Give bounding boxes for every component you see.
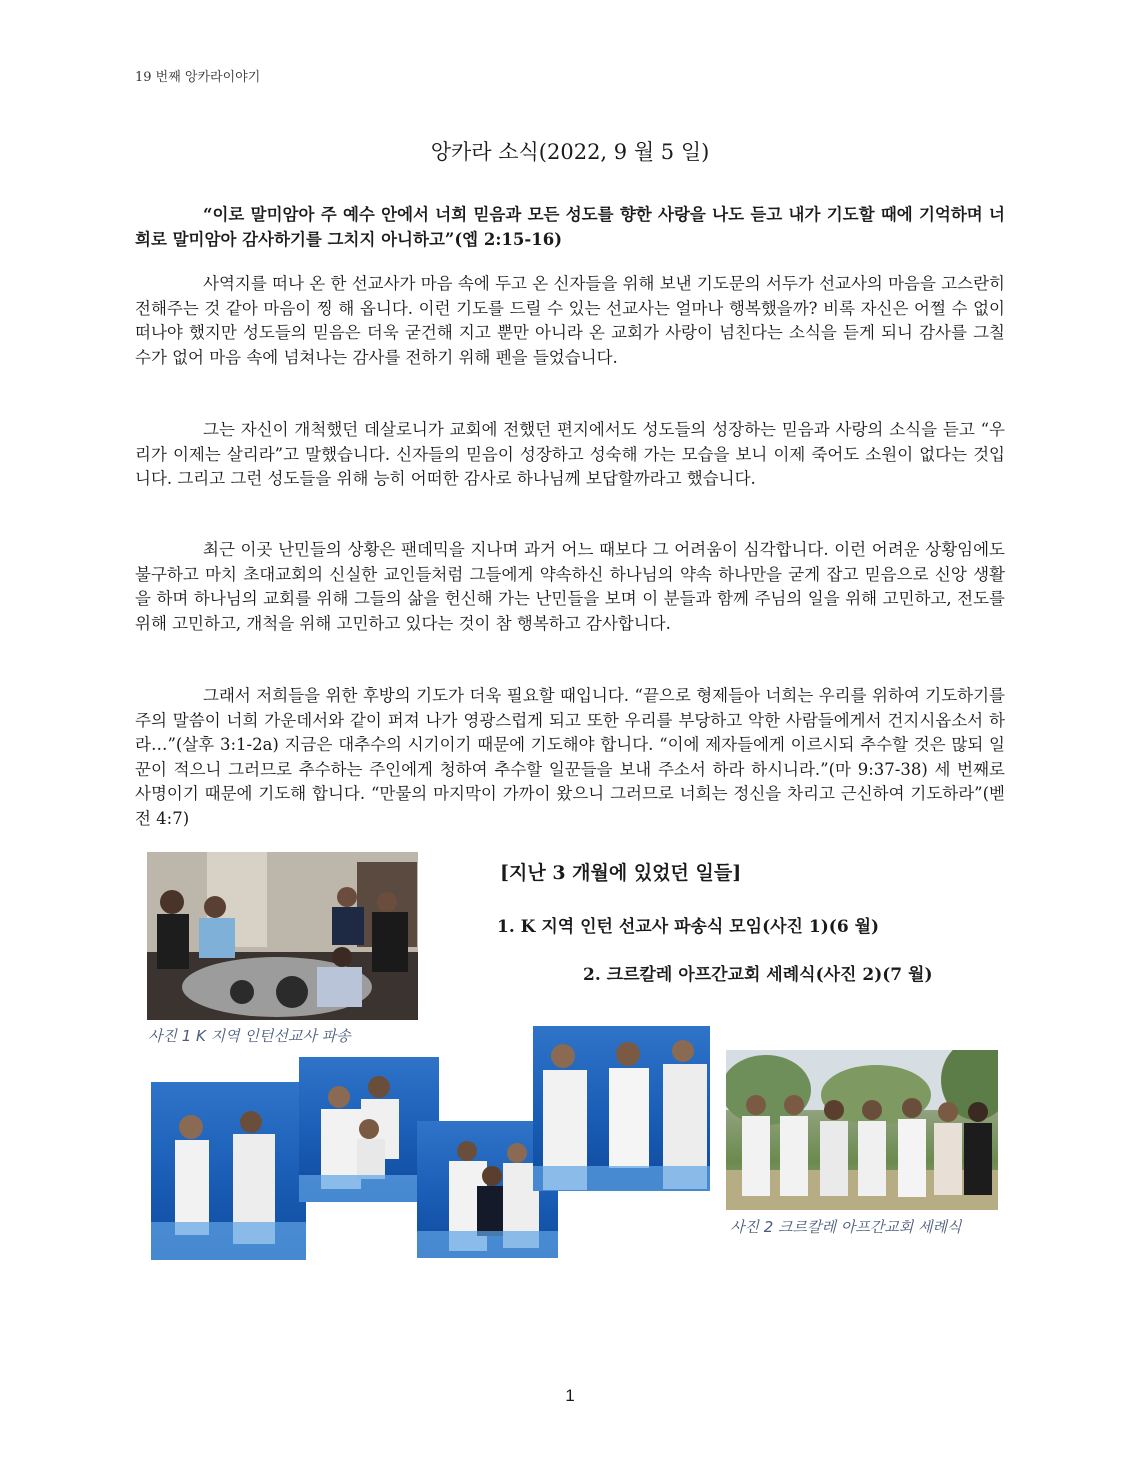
paragraph-3: 최근 이곳 난민들의 상황은 팬데믹을 지나며 과거 어느 때보다 그 어려움이 심각합니다. 이런 어려운 상황임에도 불구하고 마치 초대교회의 신실한 교인들처럼 그들에게 약속하신 하나님의 약속 하나만을 굳게 잡고 믿음으로 신앙 생활을 하며 하나님의 교회를 위해 그들의 삶을 헌신해 가는 난민들을 보며 이 분들과 함께 주님의 일을 위해 고민하고, 전도를 위해 고민하고, 개척을 위해 고민하고 있다는 것이 참 행복하고 감사합니다.: [135, 540, 1005, 633]
photo-1-caption: 사진 1 K 지역 인턴선교사 파송: [148, 1027, 351, 1045]
paragraph-4: 그래서 저희들을 위한 후방의 기도가 더욱 필요할 때입니다. “끝으로 형제들아 너희는 우리를 위하여 기도하기를 주의 말씀이 너희 가운데서와 같이 퍼져 나가 영광스럽게 되고 또한 우리를 부당하고 악한 사람들에게서 건지시옵소서 하라…”(살후 3:1-2a) 지금은 대추수의 시기이기 때문에 기도해야 합니다. “이에 제자들에게 이르시되 추수할 것은 많되 일꾼이 적으니 그러므로 추수하는 주인에게 청하여 추수할 일꾼들을 보내 주소서 하라 하시니라.”(마 9:37-38) 세 번째로 사명이기 때문에 기도해 합니다. “만물의 마지막이 가까이 왔으니 그러므로 너희는 정신을 차리고 근신하여 기도하라”(벧전 4:7): [135, 686, 1005, 828]
scripture-quote: “이로 말미암아 주 예수 안에서 너희 믿음과 모든 성도를 향한 사랑을 나도 듣고 내가 기도할 때에 기억하며 너희로 말미암아 감사하기를 그치지 아니하고”(엡 2:15-16): [135, 205, 1005, 249]
photo-baptism-pool-a: [151, 1082, 306, 1260]
photo-2-caption: 사진 2 크르칼레 아프간교회 세례식: [730, 1218, 962, 1236]
events-heading: [지난 3 개월에 있었던 일들]: [500, 862, 742, 884]
page-number: 1: [565, 1386, 575, 1405]
paragraph-2: 그는 자신이 개척했던 데살로니가 교회에 전했던 편지에서도 성도들의 성장하는 믿음과 사랑의 소식을 듣고 “우리가 이제는 살리라”고 말했습니다. 신자들의 믿음이 성장하고 성숙해 가는 모습을 보니 이제 죽어도 소원이 없다는 것입니다. 그리고 그런 성도들을 위해 능히 어떠한 감사로 하나님께 보답할까라고 했습니다.: [135, 420, 1005, 488]
paragraph-1: 사역지를 떠나 온 한 선교사가 마음 속에 두고 온 신자들을 위해 보낸 기도문의 서두가 선교사의 마음을 고스란히 전해주는 것 같아 마음이 찡 해 옵니다. 이런 기도를 드릴 수 있는 선교사는 얼마나 행복했을까? 비록 자신은 어쩔 수 없이 떠나야 했지만 성도들의 믿음은 더욱 굳건해 지고 뿐만 아니라 온 교회가 사랑이 넘친다는 소식을 듣게 되니 감사를 그칠 수가 없어 마음 속에 넘쳐나는 감사를 전하기 위해 펜을 들었습니다.: [135, 274, 1005, 367]
event-item-1: 1. K 지역 인턴 선교사 파송식 모임(사진 1)(6 월): [497, 917, 880, 937]
photo-baptism-group: [726, 1050, 998, 1210]
photo-commissioning-meeting: [147, 852, 418, 1020]
running-header: 19 번째 앙카라이야기: [135, 70, 261, 85]
photo-baptism-pool-d: [533, 1026, 710, 1191]
page-title: 앙카라 소식(2022, 9 월 5 일): [430, 140, 710, 164]
event-item-2: 2. 크르칼레 아프간교회 세례식(사진 2)(7 월): [583, 965, 933, 985]
